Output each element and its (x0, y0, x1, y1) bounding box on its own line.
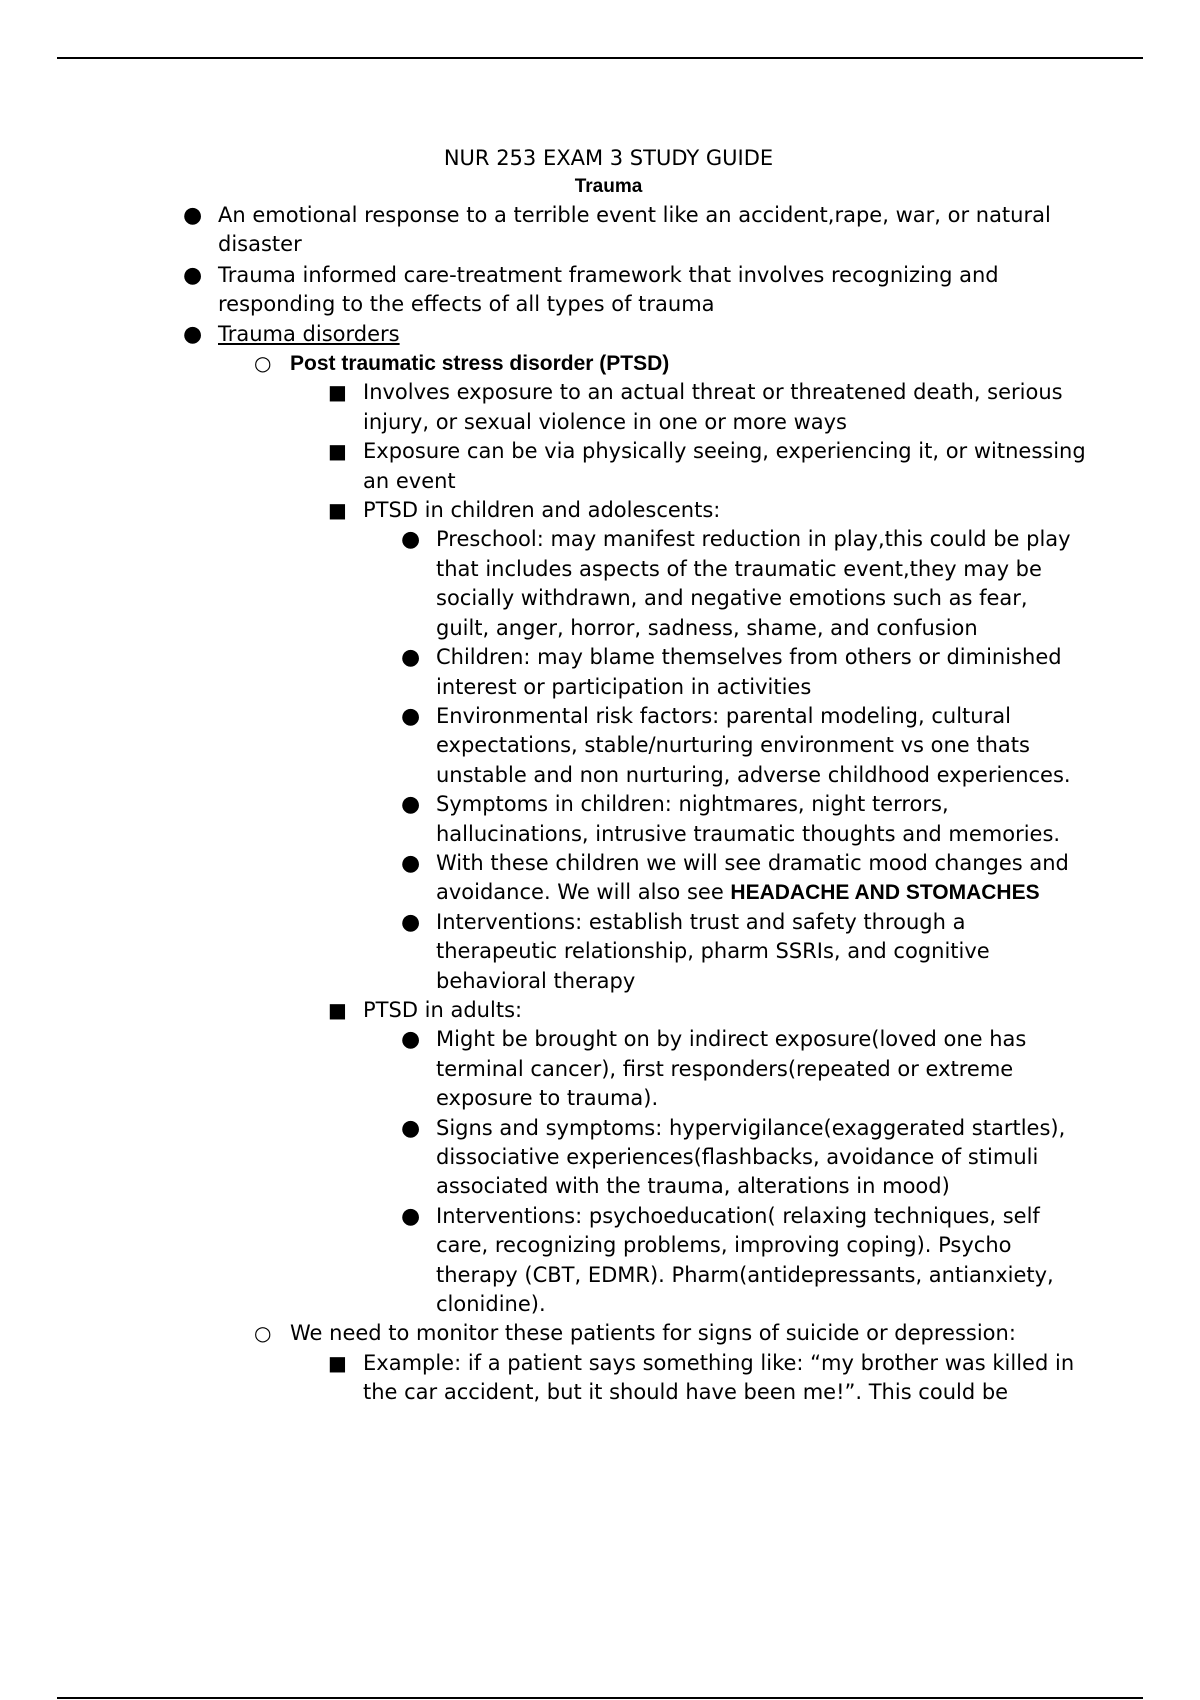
list-item-text: Symptoms in children: nightmares, night terrors, hallucinations, intrusive traumatic thoughts and memories. (436, 792, 1061, 846)
list-item (254, 1319, 1090, 1348)
list-item (328, 437, 1103, 496)
header-rule (57, 57, 1143, 59)
list-item-text: PTSD in children and adolescents: (363, 498, 721, 523)
list-item (401, 643, 1086, 702)
circle-bullet-icon: ○ (254, 351, 272, 376)
list-item (401, 702, 1086, 790)
ptsd-heading: Post traumatic stress disorder (PTSD) (290, 352, 670, 376)
list-item-text: Children: may blame themselves from others or diminished interest or participation in activities (436, 645, 1062, 699)
page-title: NUR 253 EXAM 3 STUDY GUIDE (443, 146, 774, 170)
list-item-text: Interventions: establish trust and safety through a therapeutic relationship, pharm SSRIs, and cognitive behavioral therapy (436, 909, 990, 993)
list-item (183, 261, 1068, 320)
disc-bullet-icon: ● (401, 1115, 421, 1141)
list-item (401, 849, 1086, 908)
list-item (328, 996, 1103, 1025)
square-bullet-icon: ■ (328, 1350, 347, 1375)
list-item-text: Preschool: may manifest reduction in play,this could be play that includes aspects of the traumatic event,they may be socially withdrawn, and negative emotions such as fear, guilt, anger, horror, sadness, shame, and confusion (436, 527, 1071, 640)
list-item-text: Exposure can be via physically seeing, experiencing it, or witnessing an event (363, 439, 1086, 493)
disc-bullet-icon: ● (401, 1203, 421, 1229)
list-item (401, 1202, 1086, 1320)
list-item (401, 1025, 1086, 1113)
square-bullet-icon: ■ (328, 498, 347, 523)
disc-bullet-icon: ● (401, 703, 421, 729)
square-bullet-icon: ■ (328, 439, 347, 464)
list-item-text: PTSD in adults: (363, 997, 523, 1022)
trauma-disorders-heading: Trauma disorders (218, 321, 400, 346)
list-item-text: Example: if a patient says something like: “my brother was killed in the car accident, but it should have been me!”. This could be (363, 1350, 1075, 1405)
circle-bullet-icon: ○ (254, 1321, 272, 1346)
list-item-text: Signs and symptoms: hypervigilance(exaggerated startles), dissociative experiences(flashbacks, avoidance of stimuli associated with the trauma, alterations in mood) (436, 1115, 1066, 1199)
disc-bullet-icon: ● (401, 792, 421, 818)
list-item-text: With these children we will see dramatic mood changes and avoidance. We will also see (436, 850, 1069, 905)
disc-bullet-icon: ● (401, 645, 421, 671)
list-item (183, 320, 1068, 349)
list-item (401, 790, 1086, 849)
list-item-text: We need to monitor these patients for signs of suicide or depression: (290, 1321, 1016, 1346)
list-item-text: Involves exposure to an actual threat or threatened death, serious injury, or sexual violence in one or more ways (363, 380, 1063, 434)
square-bullet-icon: ■ (328, 997, 347, 1022)
footer-rule (57, 1697, 1143, 1699)
section-heading: Trauma (574, 176, 643, 197)
list-item (328, 496, 1103, 525)
list-item (401, 908, 1086, 996)
disc-bullet-icon: ● (183, 203, 203, 228)
list-item (401, 525, 1086, 643)
disc-bullet-icon: ● (401, 850, 421, 876)
list-item-text: Interventions: psychoeducation( relaxing techniques, self care, recognizing problems, improving coping). Psycho therapy (CBT, EDMR). Pharm(antidepressants, antianxiety, clonidine). (436, 1203, 1054, 1317)
list-item (183, 201, 1068, 260)
list-item-text: Trauma informed care-treatment framework that involves recognizing and responding to the effects of all types of trauma (218, 262, 999, 317)
list-item-text: Might be brought on by indirect exposure(loved one has terminal cancer), first responders(repeated or extreme exposure to trauma). (436, 1027, 1027, 1111)
document-body (0, 143, 1200, 1408)
disc-bullet-icon: ● (401, 1027, 421, 1053)
disc-bullet-icon: ● (401, 909, 421, 935)
list-item (328, 1349, 1103, 1408)
list-item-text: An emotional response to a terrible event like an accident,rape, war, or natural disaster (218, 203, 1051, 257)
list-item (328, 378, 1103, 437)
list-item (254, 349, 1090, 378)
emphasis-text: HEADACHE AND STOMACHES (730, 881, 1040, 905)
list-item (401, 1114, 1086, 1202)
disc-bullet-icon: ● (401, 527, 421, 553)
square-bullet-icon: ■ (328, 380, 347, 405)
disc-bullet-icon: ● (183, 321, 203, 347)
list-item-text: Environmental risk factors: parental modeling, cultural expectations, stable/nurturing environment vs one thats unstable and non nurturing, adverse childhood experiences. (436, 703, 1071, 787)
disc-bullet-icon: ● (183, 262, 203, 288)
